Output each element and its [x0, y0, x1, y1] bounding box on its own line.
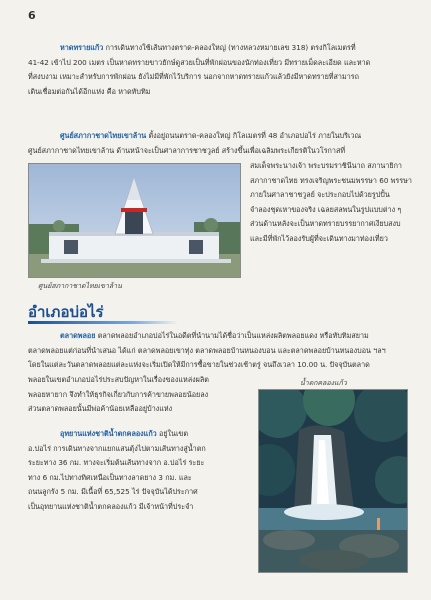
text-line: ศูนย์สภากาชาดไทยเขาล้าน ด้านหน้าจะเป็นศาลาการชาชวูลย์ สร้างขึ้นเพื่อเฉลิมพระเกียรติในวโรกาสที่: [28, 145, 346, 155]
paragraph-red-cross-center: [28, 129, 408, 158]
text-line: อยู่ในเขต: [156, 429, 188, 438]
text-line: ที่สงบงาม เหมาะสำหรับการพักผ่อน ยังไม่มีที่พักไว้บริการ นอกจากหาดทรายแก้วแล้วยังมีหาดทรายที่สามารถ: [28, 72, 359, 82]
text-line: ตลาดพลอยแต่ก่อนที่นำเสนอ ได้แก่ ตลาดพลอยเขาทุ่ง ตลาดพลอยบ้านหนองบอน และตลาดพลอยบ้านหนองบอน ฯลฯ: [28, 345, 386, 355]
waterfall-illustration: [259, 390, 407, 572]
text-line: ระยะทาง 36 กม. ทางจะเริ่มต้นเส้นทางจาก อ.บ่อไร่ ระยะ: [28, 458, 205, 468]
section-title: อำเภอบ่อไร่: [28, 303, 104, 321]
photo-red-cross-pavilion: [28, 163, 241, 278]
paragraph-hat-sai-kaeo: [28, 41, 408, 99]
text-line: ส่วนตลาดพลอยนั้นมีพ่อค้าน้อยเหลืออยู่บ้างแห่ง: [28, 404, 173, 414]
heading-gem-market: ตลาดพลอย: [60, 331, 96, 340]
text-line: ถนนลูกรัง 5 กม. มีเนื้อที่ 65,525 ไร่ ปัจจุบันได้ประกาศ: [28, 487, 198, 497]
text-line: เดินเชื่อมต่อกันได้อีกแห่ง คือ หาดทับทิม: [28, 86, 151, 96]
text-line: พลอยในเขตอำเภอบ่อไร่ประสบปัญหาในเรื่องของแหล่งผลิต: [28, 375, 209, 384]
section-underline: [28, 321, 178, 324]
text-line: พลอยหายาก จึงทำให้ธุรกิจเกี่ยวกับการค้าขายพลอยน้อยลง: [28, 389, 209, 399]
text-line: อ.บ่อไร่ การเดินทางจากแยกแสนตุ้งไปตามเส้นทางสู่น้ำตก: [28, 443, 206, 453]
paragraph-waterfall-park: [28, 427, 253, 515]
text-line: จำลองชุดเหาของจริง เฉลยสลพนในรูปแบบต่าง ๆ: [250, 204, 402, 214]
paragraph-gem-market-cont: [28, 373, 253, 417]
paragraph-gem-market: [28, 329, 408, 373]
text-line: เป็นอุทยานแห่งชาติน้ำตกคลองแก้ว มีเจ้าหน้าที่ประจำ: [28, 501, 194, 511]
photo-khlong-kaeo-waterfall: [258, 389, 408, 573]
pavilion-illustration: [29, 164, 240, 277]
text-line: ทาง 6 กม.ไปทางทิศเหนือเป็นทางลาดยาง 3 กม. และ: [28, 472, 192, 482]
text-line: ตลาดพลอยอำเภอบ่อไร่ในอดีตที่นำนามได้ชื่อว่าเป็นแหล่งผลิตพลอยแดง หรือทับทิมสยาม: [95, 331, 369, 340]
page-number: 6: [28, 9, 36, 22]
text-line: ภายในศาลาชาชวูลย์ จะประกอบไปด้วยรูปปั้น: [250, 190, 390, 200]
heading-waterfall-park: อุทยานแห่งชาติน้ำตกคลองแก้ว: [60, 429, 157, 438]
caption-waterfall: น้ำตกคลองแก้ว: [300, 379, 347, 387]
heading-hat-sai-kaeo: หาดทรายแก้ว: [60, 43, 104, 52]
section-heading-bo-rai: [28, 300, 188, 322]
heading-red-cross-center: ศูนย์สภากาชาดไทยเขาล้าน: [60, 131, 147, 140]
caption-pavilion: ศูนย์สภากาชาดไทยเขาล้าน: [38, 282, 122, 290]
text-line: โดยในแต่ละวันตลาดพลอยแต่ละแห่งจะเริ่มเปิดให้มีการซื้อขายในช่วงเช้าตรู่ จนถึงเวลา 10.00 น. ปัจจุบันตลาด: [28, 360, 370, 370]
text-line: 41-42 เข้าไป 200 เมตร เป็นหาดทรายขาวยักษ์ดูสวยเป็นที่พักผ่อนของนักท่องเที่ยว มีทรายเม็ดละเอียด และหาด: [28, 57, 371, 67]
text-line: การเดินทางใช้เส้นทางตราด-คลองใหญ่ (ทางหลวงหมายเลข 318) ตรงกิโลเมตรที่: [103, 43, 356, 52]
paragraph-red-cross-center-cont: [250, 159, 410, 247]
text-line: สภากาชาดไทย ทรงเจริญพระชนมพรรษา 60 พรรษา: [250, 175, 412, 185]
text-line: สมเด็จพระนางเจ้า พระบรมราชินีนาถ สภานายิกา: [250, 161, 402, 170]
text-line: ส่วนด้านหลังจะเป็นหาดทรายบรรยากาศเงียบสงบ: [250, 219, 401, 229]
text-line: และมีที่พักไว้ลองรับผู้ที่จะเดินทางมาท่องเที่ยว: [250, 233, 388, 243]
text-line: ตั้งอยู่ถนนตราด-คลองใหญ่ กิโลเมตรที่ 48 อำเภอบ่อไร่ ภายในบริเวณ: [146, 131, 362, 140]
